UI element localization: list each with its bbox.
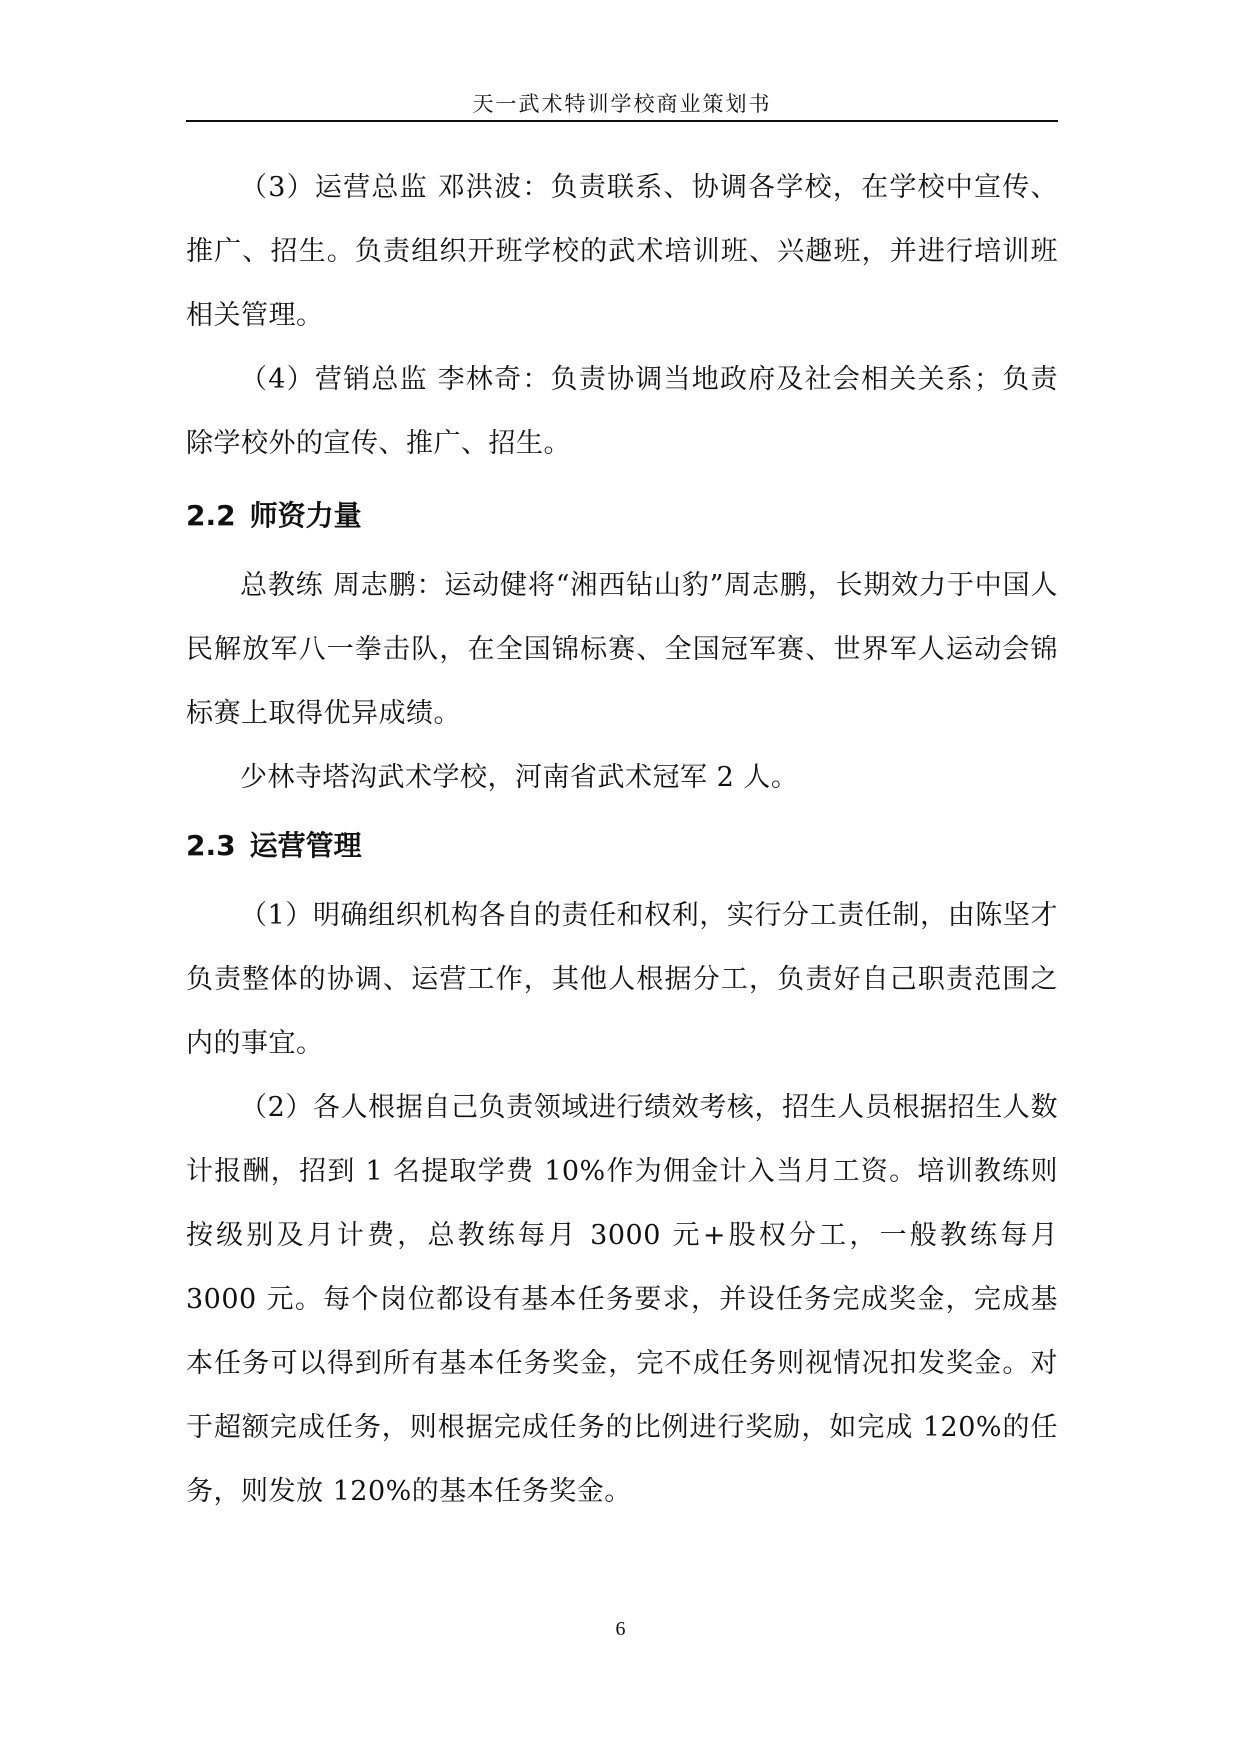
section-number: 2.2 xyxy=(186,499,236,532)
paragraph-marketing-director: （4）营销总监 李林奇：负责协调当地政府及社会相关关系；负责除学校外的宣传、推广、招生。 xyxy=(186,364,1058,459)
paragraph-shaolin-champions: 少林寺塔沟武术学校，河南省武术冠军 2 人。 xyxy=(240,762,799,793)
running-header: 天一武术特训学校商业策划书 xyxy=(472,92,772,116)
paragraph-operations-director: （3）运营总监 邓洪波：负责联系、协调各学校，在学校中宣传、推广、招生。负责组织开班学校的武术培训班、兴趣班，并进行培训班相关管理。 xyxy=(186,172,1058,331)
section-title: 运营管理 xyxy=(249,829,362,862)
section-number: 2.3 xyxy=(186,829,236,862)
paragraph-head-coach: 总教练 周志鹏：运动健将“湘西钻山豹”周志鹏，长期效力于中国人民解放军八一拳击队，在全国锦标赛、全国冠军赛、世界军人运动会锦标赛上取得优异成绩。 xyxy=(186,570,1058,729)
paragraph-performance-appraisal: （2）各人根据自己负责领域进行绩效考核，招生人员根据招生人数计报酬，招到 1 名提取学费 10%作为佣金计入当月工资。培训教练则按级别及月计费，总教练每月 3000 元+股权分工，一般教练每月 3000 元。每个岗位都设有基本任务要求，并设任务完成奖金，完成基本任务可以得到所有基本任务奖金，完不成任务则视情况扣发奖金。对于超额完成任务，则根据完成任务的比例进行奖励，如完成 120%的任务，则发放 120%的基本任务奖金。 xyxy=(186,1092,1058,1507)
section-heading-2-2 xyxy=(186,484,1058,548)
header-divider xyxy=(186,120,1058,122)
page-body xyxy=(186,156,1058,1524)
page-number: 6 xyxy=(615,1618,626,1640)
section-heading-2-3 xyxy=(186,814,1058,878)
paragraph-responsibility-system: （1）明确组织机构各自的责任和权利，实行分工责任制，由陈坚才 负责整体的协调、运营工作，其他人根据分工，负责好自己职责范围之内的事宜。 xyxy=(186,900,1058,1059)
section-title: 师资力量 xyxy=(249,499,362,532)
